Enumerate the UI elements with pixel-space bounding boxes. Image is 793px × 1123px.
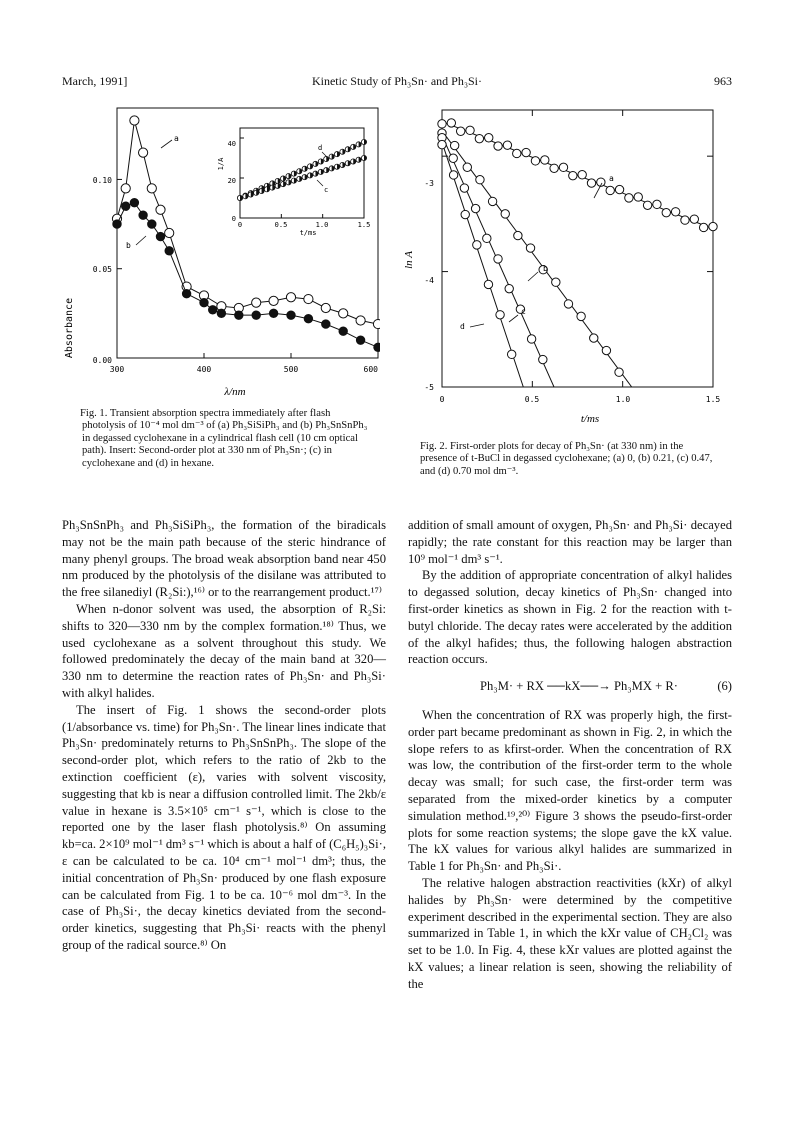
fig1-series-a-point xyxy=(373,319,380,328)
fig1-series-b-point xyxy=(252,311,260,319)
fig1-series-b-point xyxy=(148,220,156,228)
fig2-series-b-point xyxy=(590,334,598,342)
fig2-label-b: b xyxy=(543,264,548,273)
fig2-series-a-point xyxy=(475,134,483,142)
fig2-series-b-point xyxy=(501,210,509,218)
fig1-series-a-point xyxy=(156,205,165,214)
fig1-ytick-010: 0.10 xyxy=(92,176,112,185)
fig2-series-a-point xyxy=(541,156,549,164)
fig2-xtick-15: 1.5 xyxy=(705,395,721,404)
fig2-series-a-point xyxy=(671,208,679,216)
fig2-series-d-point xyxy=(461,210,469,218)
fig2-ytick-3: -3 xyxy=(424,179,434,188)
fig1-xtick-500: 500 xyxy=(283,365,299,374)
fig2-series-a-point xyxy=(615,185,623,193)
body-paragraph: The insert of Fig. 1 shows the second-order plots (1/absorbance vs. time) for Ph₃Sn·. The linear lines indicate that Ph₃Sn· predominately returns to Ph₃SnSnPh₃. The slope of the second-order plot, which refers to the ratio of 2kb to the extinction coefficient (ε), varies with solvent viscosity, suggesting that kb is near a diffusion controlled limit. The 2kb/ε value in hexane is 3.5×10⁵ cm⁻¹ s⁻¹, which is close to the reported one by the laser flash photolysis.⁸⁾ On assuming kb=ca. 2×10⁹ mol⁻¹ dm³ s⁻¹ which is about a half of (C₆H₅)₃Si·, ε can be calculated to be ca. 10⁴ cm⁻¹ mol⁻¹ dm³; thus, the initial concentration of Ph₃Sn· produced by one flash exposure can be calculated from Fig. 1 to be ca. 10⁻⁶ mol dm⁻³. In the case of Ph₃Si·, the decay kinetics deviated from the second-order kinetics, suggesting that Ph₃Si· reacts with the phenyl group of the radical source.⁸⁾ On xyxy=(62,702,386,952)
fig2-label-c: c xyxy=(521,307,526,316)
fig2-series-a-point xyxy=(643,201,651,209)
fig2-series-c-point xyxy=(494,255,502,263)
fig1-series-b-point xyxy=(165,247,173,255)
fig1-series-a-point xyxy=(321,303,330,312)
fig1-ytick-005: 0.05 xyxy=(92,265,112,274)
fig2-series-a-point xyxy=(653,200,661,208)
fig1-caption: Fig. 1. Transient absorption spectra immediately after flash photolysis of 10⁻⁴ mol dm⁻³ of (a) Ph₃SiSiPh₃ and (b) Ph₃SnSnPh₃ in degassed cyclohexane in a cylindrical flash cell (10 cm optical path). Insert: Second-order plot at 330 nm of Ph₃Sn·; (c) in cyclohexane and (d) in hexane. xyxy=(80,408,368,469)
fig2-series-a-point xyxy=(699,223,707,231)
fig1-xtick-600: 600 xyxy=(363,365,378,374)
fig1-xtick-300: 300 xyxy=(109,365,125,374)
fig2-series-a-point xyxy=(522,148,530,156)
fig2-x-axis-label: t/ms xyxy=(580,413,600,425)
inset-x-axis-label: t/ms xyxy=(299,229,317,237)
fig2-label-a: a xyxy=(609,174,614,183)
fig2-series-a-point xyxy=(690,215,698,223)
fig2-series-a-point xyxy=(709,222,717,230)
fig2-series-d-point xyxy=(484,280,492,288)
fig2-series-a-point xyxy=(513,149,521,157)
fig2-y-axis-label: ln A xyxy=(403,251,415,269)
fig2-label-d: d xyxy=(460,322,465,331)
fig2-series-b-point xyxy=(602,346,610,354)
right-column xyxy=(408,517,732,993)
fig1-y-axis-label: Absorbance xyxy=(64,297,75,359)
fig1-series-b-point xyxy=(156,232,164,240)
fig1-arrow-a xyxy=(161,140,172,148)
fig2-series-c-point xyxy=(460,184,468,192)
fig1-series-b-point xyxy=(269,309,277,317)
equation-number: (6) xyxy=(717,679,732,694)
page-number: 963 xyxy=(714,74,732,88)
fig1-arrow-b xyxy=(136,236,146,245)
fig1-series-b-point xyxy=(209,306,217,314)
fig1-series-a-point xyxy=(286,293,295,302)
fig2-frame xyxy=(442,110,713,387)
fig2-series-a-point xyxy=(606,186,614,194)
inset-xtick-15: 1.5 xyxy=(357,221,371,229)
inset-xtick-05: 0.5 xyxy=(274,221,288,229)
fig1-series-b-point xyxy=(287,311,295,319)
fig2-series-a-point xyxy=(447,119,455,127)
fig2-series-b-point xyxy=(514,231,522,239)
fig2-series-a-point xyxy=(456,127,464,135)
fig1-series-b-point xyxy=(130,198,138,206)
fig1-series-b-point xyxy=(122,202,130,210)
fig2-series-a-point xyxy=(578,171,586,179)
fig1-series-b-point xyxy=(339,327,347,335)
fig2-series-a-point xyxy=(559,163,567,171)
fig2-series-d-point xyxy=(473,241,481,249)
inset-label-d: d xyxy=(318,144,323,152)
body-paragraph: Ph₃SnSnPh₃ and Ph₃SiSiPh₃, the formation of the biradicals may not be the main path because of the steric hindrance of many phenyl groups. The broad weak absorption band near 450 nm produced by the photolysis of the disilane was attributed to the free silanediyl (R₂Si:),¹⁶⁾ or to the rearrangement product.¹⁷⁾ xyxy=(62,518,386,600)
fig2-series-b-point xyxy=(577,312,585,320)
fig1-series-a-point xyxy=(304,294,313,303)
fig2-series-a-point xyxy=(531,157,539,165)
equation-body: Ph₃M· + RX ──kX──→ Ph₃MX + R· xyxy=(480,679,678,694)
fig2-series-b-point xyxy=(552,278,560,286)
inset-xtick-10: 1.0 xyxy=(315,221,329,229)
fig2-ytick-5: -5 xyxy=(424,383,434,392)
inset-ytick-40: 40 xyxy=(227,140,236,148)
fig1-series-b-point xyxy=(235,311,243,319)
fig2-series-a-point xyxy=(503,141,511,149)
figure-2 xyxy=(390,100,735,430)
fig1-series-b-point xyxy=(356,336,364,344)
body-paragraph: By the addition of appropriate concentration of alkyl halides to degassed solution, decay kinetics of Ph₃Sn· changed into first-order kinetics as shown in Fig. 2 for the reaction with t-butyl chloride. The decay rates were accelerated by the addition of the alkyl hafides; thus, the following halogen abstraction reaction occurs. xyxy=(408,568,732,667)
fig2-series-d-point xyxy=(496,311,504,319)
fig2-xtick-10: 1.0 xyxy=(615,395,631,404)
fig2-series-c-point xyxy=(505,284,513,292)
fig1-ytick-000: 0.00 xyxy=(92,356,112,365)
fig1-series-b-point xyxy=(139,211,147,219)
fig2-series-a-point xyxy=(662,208,670,216)
fig2-series-a-point xyxy=(466,126,474,134)
fig2-series-a-point xyxy=(494,142,502,150)
page-header xyxy=(62,74,732,92)
fig1-series-a-point xyxy=(269,296,278,305)
fig1-label-b: b xyxy=(126,241,131,250)
fig2-series-a-point xyxy=(681,216,689,224)
equation-6 xyxy=(408,668,732,707)
fig2-ytick-4: -4 xyxy=(424,276,434,285)
fig2-series-c-point xyxy=(539,355,547,363)
fig2-series-d-point xyxy=(507,350,515,358)
fig2-series-a-point xyxy=(569,171,577,179)
header-title: Kinetic Study of Ph₃Sn· and Ph₃Si· xyxy=(311,74,483,88)
fig1-series-a-point xyxy=(130,116,139,125)
inset-ytick-0: 0 xyxy=(231,215,236,223)
fig2-series-c-point xyxy=(471,204,479,212)
inset-xtick-0: 0 xyxy=(237,221,243,229)
left-column xyxy=(62,517,386,954)
fig1-series-b-point xyxy=(304,315,312,323)
fig1-series-b-point xyxy=(182,290,190,298)
fig2-arrow-c xyxy=(509,315,518,322)
fig1-series-b-point xyxy=(113,220,121,228)
body-paragraph: The relative halogen abstraction reactivities (kXr) of alkyl halides by Ph₃Sn· were determined by the competitive experiment described in the experimental section. They are also summarized in Table 1, in which the kXr value of CH₂Cl₂ was set to be 1.0. In Fig. 4, these kXr values are plotted against the kX values; a linear relation is seen, showing the reliability of the xyxy=(408,875,732,991)
fig1-series-a-point xyxy=(252,298,261,307)
fig1-xtick-400: 400 xyxy=(196,365,212,374)
fig2-caption: Fig. 2. First-order plots for decay of Ph₃Sn· (at 330 nm) in the presence of t-BuCl in degassed cyclohexane; (a) 0, (b) 0.21, (c) 0.47, and (d) 0.70 mol dm⁻³. xyxy=(420,441,713,477)
fig2-series-a-point xyxy=(485,134,493,142)
fig1-inset xyxy=(217,128,370,237)
fig2-series-b-point xyxy=(476,176,484,184)
fig2-arrow-d xyxy=(470,324,484,327)
fig1-series-b-point xyxy=(217,309,225,317)
body-paragraph: When n-donor solvent was used, the absorption of R₂Si: shifts to 320—330 nm by the complex formation.¹⁸⁾ Thus, we used cyclohexane as a solvent throughout this study. We followed predominately the decay of the main band at 320—330 nm to determine the reaction rates of Ph₃Sn· and Ph₃Si· with alkyl halides. xyxy=(62,601,386,700)
fig2-series-c-point xyxy=(527,335,535,343)
fig2-xtick-05: 0.5 xyxy=(524,395,540,404)
fig2-series-c-point xyxy=(483,234,491,242)
fig2-series-d-point xyxy=(449,171,457,179)
body-paragraph: When the concentration of RX was properly high, the first-order part became predominant as shown in Fig. 2, in which the slope refers to as kfirst-order. When the concentration of RX was low, the contribution of the first-order term to the whole decay was small; for such case, the first-order term was separated from the mixed-order kinetics by a computer simulation method.¹⁹,²⁰⁾ Figure 3 shows the pseudo-first-order plots for some reaction systems; the slope gave the kX value. The kX values for various alkyl halides are summarized in Table 1 for Ph₃Sn· and Ph₃Si·. xyxy=(408,707,732,874)
fig2-series-a-point xyxy=(587,179,595,187)
body-paragraph: addition of small amount of oxygen, Ph₃Sn· and Ph₃Si· decayed rapidly; the rate constant for this reaction may be larger than 10⁹ mol⁻¹ dm³ s⁻¹. xyxy=(408,518,732,566)
header-date: March, 1991] xyxy=(62,74,128,88)
fig2-series-a-point xyxy=(550,164,558,172)
fig1-label-a: a xyxy=(174,134,179,143)
fig2-series-b-point xyxy=(463,163,471,171)
inset-label-c: c xyxy=(324,186,329,194)
fig1-x-axis-label: λ/nm xyxy=(224,386,246,398)
fig1-series-a-point xyxy=(165,228,174,237)
inset-y-axis-label: 1/A xyxy=(217,157,225,171)
fig1-series-a-point xyxy=(356,316,365,325)
fig2-series-a-point xyxy=(438,120,446,128)
fig2-series-b-point xyxy=(615,368,623,376)
fig1-series-a-point xyxy=(339,309,348,318)
fig2-arrow-b xyxy=(528,272,538,281)
fig1-series-b-point xyxy=(200,298,208,306)
fig1-series-b-point xyxy=(374,343,380,351)
fig2-series-d-point xyxy=(438,140,446,148)
fig2-series-a-point xyxy=(634,193,642,201)
fig2-series-b-point xyxy=(488,197,496,205)
fig2-plot xyxy=(438,110,717,387)
fig1-series-a-point xyxy=(147,184,156,193)
fig1-series-a-point xyxy=(121,184,130,193)
fig1-series-b-point xyxy=(322,320,330,328)
fig2-xtick-0: 0 xyxy=(439,395,445,404)
inset-ytick-20: 20 xyxy=(227,177,236,185)
fig2-series-c-point xyxy=(449,154,457,162)
inset-frame xyxy=(240,128,364,218)
figure-1 xyxy=(60,100,380,400)
fig1-series-a-point xyxy=(139,148,148,157)
fig2-series-b-point xyxy=(564,300,572,308)
fig2-series-a-point xyxy=(625,194,633,202)
fig2-series-b-point xyxy=(450,141,458,149)
fig2-series-b-point xyxy=(526,244,534,252)
